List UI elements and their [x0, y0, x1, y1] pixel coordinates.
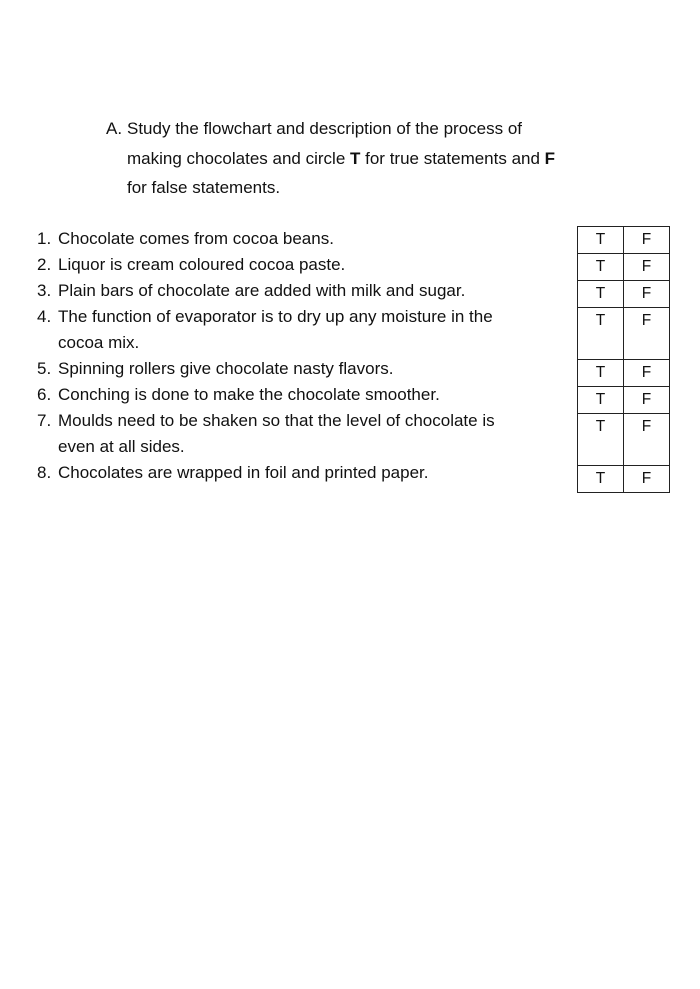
false-option[interactable]: F: [624, 360, 670, 387]
true-option[interactable]: T: [578, 414, 624, 466]
statement-text: The function of evaporator is to dry up any moisture in the: [58, 307, 493, 326]
false-mark: F: [544, 148, 556, 168]
statement-item: [37, 382, 577, 408]
statement-text: Chocolate comes from cocoa beans.: [58, 229, 334, 248]
statement-item: [37, 252, 577, 278]
true-mark: T: [350, 148, 361, 168]
tf-row: [578, 466, 670, 493]
false-option[interactable]: F: [624, 387, 670, 414]
section-letter: A.: [106, 119, 123, 138]
true-false-table: [577, 226, 670, 493]
statement-text: Chocolates are wrapped in foil and printed paper.: [58, 463, 429, 482]
statement-item: [37, 304, 577, 330]
true-option[interactable]: T: [578, 466, 624, 493]
instruction-text-2b: for true statements and: [360, 148, 545, 168]
false-option[interactable]: F: [624, 466, 670, 493]
tf-row: [578, 281, 670, 308]
false-option[interactable]: F: [624, 308, 670, 360]
statement-text: cocoa mix.: [58, 333, 140, 352]
statement-item: [37, 226, 577, 252]
true-option[interactable]: T: [578, 387, 624, 414]
true-option[interactable]: T: [578, 281, 624, 308]
instructions: [106, 114, 646, 203]
statement-number: 3.: [37, 281, 52, 300]
statement-item: [37, 460, 577, 486]
tf-row: [578, 360, 670, 387]
statement-continuation: [37, 434, 577, 460]
statement-number: 5.: [37, 359, 52, 378]
statement-item: [37, 278, 577, 304]
statement-item: [37, 356, 577, 382]
instruction-line-3: for false statements.: [127, 178, 281, 197]
instruction-line-1: [106, 114, 646, 144]
statement-number: 8.: [37, 463, 52, 482]
statement-continuation: [37, 330, 577, 356]
statements-list: [37, 226, 577, 486]
tf-row: [578, 227, 670, 254]
true-option[interactable]: T: [578, 254, 624, 281]
statement-text: Spinning rollers give chocolate nasty flavors.: [58, 359, 394, 378]
true-option[interactable]: T: [578, 227, 624, 254]
statement-number: 4.: [37, 307, 52, 326]
false-option[interactable]: F: [624, 227, 670, 254]
true-option[interactable]: T: [578, 308, 624, 360]
tf-row: [578, 254, 670, 281]
instruction-text-1: Study the flowchart and description of the process of: [127, 119, 523, 138]
false-option[interactable]: F: [624, 254, 670, 281]
statement-text: Moulds need to be shaken so that the level of chocolate is: [58, 411, 495, 430]
instruction-text-2a: making chocolates and circle: [127, 148, 351, 168]
statement-item: [37, 408, 577, 434]
instruction-line-2: [106, 144, 646, 174]
false-option[interactable]: F: [624, 281, 670, 308]
statement-text: Conching is done to make the chocolate smoother.: [58, 385, 440, 404]
tf-row: [578, 414, 670, 466]
statement-text: even at all sides.: [58, 437, 185, 456]
tf-row: [578, 308, 670, 360]
tf-row: [578, 387, 670, 414]
statement-number: 1.: [37, 229, 52, 248]
true-option[interactable]: T: [578, 360, 624, 387]
statement-text: Plain bars of chocolate are added with milk and sugar.: [58, 281, 466, 300]
false-option[interactable]: F: [624, 414, 670, 466]
statement-number: 2.: [37, 255, 52, 274]
statement-number: 6.: [37, 385, 52, 404]
statement-text: Liquor is cream coloured cocoa paste.: [58, 255, 346, 274]
statement-number: 7.: [37, 411, 52, 430]
